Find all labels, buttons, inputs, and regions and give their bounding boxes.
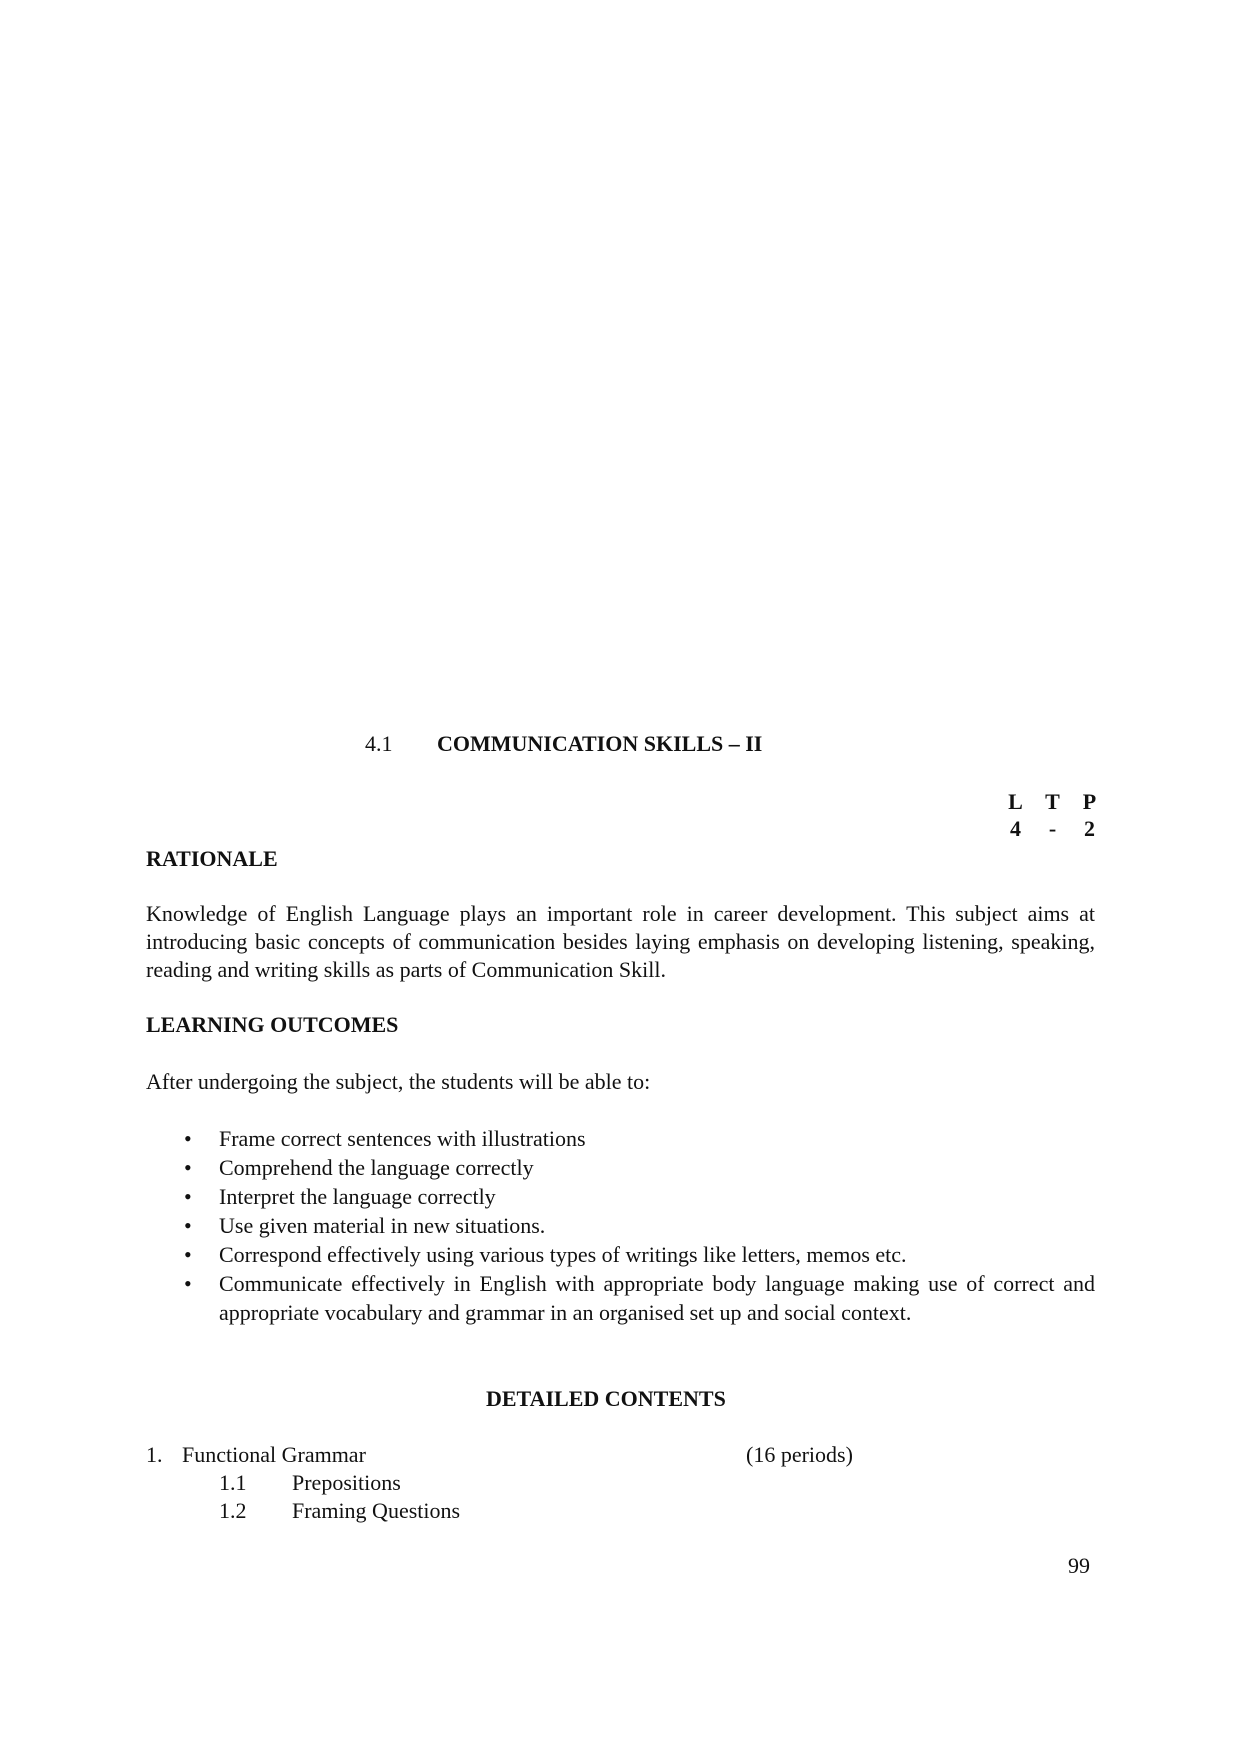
rationale-heading: RATIONALE <box>146 846 278 871</box>
list-item-text: Interpret the language correctly <box>219 1184 496 1209</box>
ltp-header-p: P <box>1082 789 1097 814</box>
bullet-icon: • <box>184 1213 192 1238</box>
subtopic-title: Framing Questions <box>292 1498 461 1523</box>
subtopic-number: 1.2 <box>219 1498 247 1523</box>
list-item <box>146 1124 1095 1153</box>
list-item <box>146 1240 1095 1269</box>
ltp-header-t: T <box>1045 789 1060 814</box>
ltp-table <box>997 788 1108 842</box>
learning-outcomes-list <box>146 1124 1095 1327</box>
bullet-icon: • <box>184 1271 192 1296</box>
ltp-value-p: 2 <box>1084 816 1095 841</box>
subtopic-number: 1.1 <box>219 1470 247 1495</box>
ltp-header-l: L <box>1008 789 1023 814</box>
learning-outcomes-heading: LEARNING OUTCOMES <box>146 1012 399 1037</box>
topic-periods: (16 periods) <box>746 1442 853 1467</box>
subtopic-title: Prepositions <box>292 1470 401 1495</box>
page-title: COMMUNICATION SKILLS – II <box>437 731 763 756</box>
ltp-value-row <box>997 815 1108 842</box>
page-number: 99 <box>1068 1553 1090 1578</box>
list-item <box>146 1211 1095 1240</box>
list-item-text: Communicate effectively in English with appropriate body language making use of correct and appropriate vocabulary and grammar in an organised set up and social context. <box>219 1271 1095 1325</box>
bullet-icon: • <box>184 1155 192 1180</box>
bullet-icon: • <box>184 1126 192 1151</box>
list-item <box>146 1269 1095 1327</box>
bullet-icon: • <box>184 1184 192 1209</box>
list-item-text: Comprehend the language correctly <box>219 1155 534 1180</box>
bullet-icon: • <box>184 1242 192 1267</box>
topic-title: Functional Grammar <box>182 1442 366 1467</box>
section-number: 4.1 <box>365 731 393 756</box>
list-item <box>146 1153 1095 1182</box>
list-item-text: Frame correct sentences with illustrations <box>219 1126 586 1151</box>
ltp-value-t: - <box>1048 816 1057 841</box>
list-item <box>146 1182 1095 1211</box>
ltp-value-l: 4 <box>1010 816 1021 841</box>
ltp-header-row <box>997 788 1108 815</box>
topic-number: 1. <box>146 1442 163 1467</box>
learning-outcomes-intro: After undergoing the subject, the students will be able to: <box>146 1069 651 1094</box>
rationale-paragraph: Knowledge of English Language plays an important role in career development. This subject aims at introducing basic concepts of communication besides laying emphasis on developing listening, speaking, reading and writing skills as parts of Communication Skill. <box>146 901 1095 982</box>
detailed-contents-heading: DETAILED CONTENTS <box>486 1386 726 1411</box>
list-item-text: Use given material in new situations. <box>219 1213 546 1238</box>
list-item-text: Correspond effectively using various types of writings like letters, memos etc. <box>219 1242 907 1267</box>
